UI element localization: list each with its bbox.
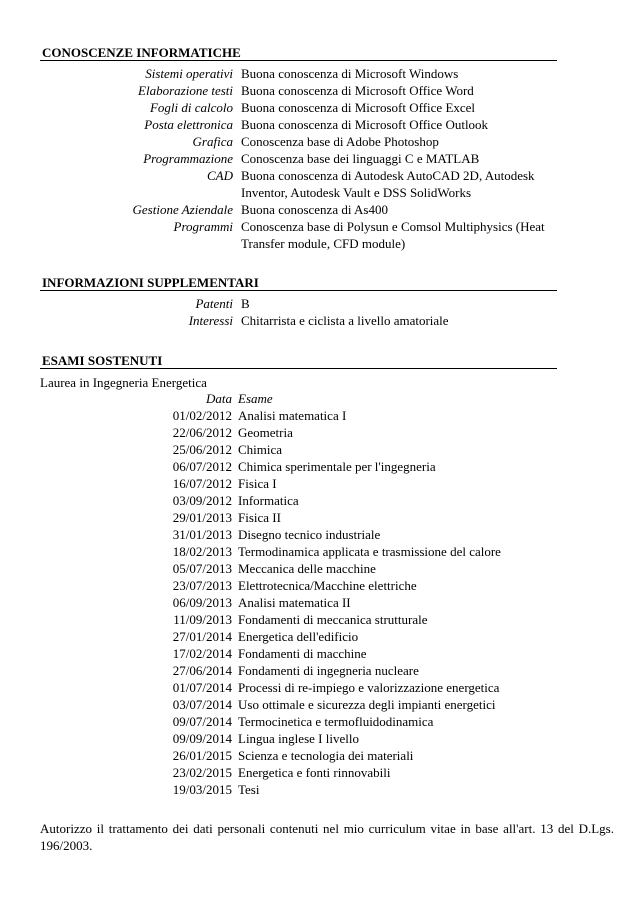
degree-name: Laurea in Ingegneria Energetica — [40, 375, 207, 390]
skill-row-graphics — [0, 133, 638, 150]
exam-date: 27/06/2014 — [172, 663, 232, 678]
exam-row — [0, 475, 638, 492]
exam-name: Fisica II — [238, 510, 281, 525]
skill-value: Conoscenza base di Polysun e Comsol Multiphysics (Heat Transfer module, CFD module) — [241, 219, 545, 251]
exam-row — [0, 577, 638, 594]
skill-value: Buona conoscenza di Microsoft Office Outlook — [241, 117, 489, 132]
exam-name: Analisi matematica I — [238, 408, 347, 423]
header-exam: Esame — [238, 391, 273, 406]
extra-value: B — [241, 296, 250, 311]
exam-row — [0, 424, 638, 441]
skill-label: Posta elettronica — [144, 117, 233, 132]
exam-row — [0, 509, 638, 526]
extra-row-interests — [0, 312, 638, 329]
exam-name: Informatica — [238, 493, 299, 508]
skill-label: Sistemi operativi — [145, 66, 233, 81]
exams-table-header — [0, 390, 638, 407]
exam-date: 27/01/2014 — [172, 629, 232, 644]
section-title-it-skills: CONOSCENZE INFORMATICHE — [40, 45, 557, 61]
exam-date: 16/07/2012 — [172, 476, 232, 491]
exams-table — [0, 390, 638, 798]
extra-label: Patenti — [195, 296, 233, 311]
exam-name: Fondamenti di macchine — [238, 646, 367, 661]
skill-label: Elaborazione testi — [138, 83, 233, 98]
exam-date: 23/07/2013 — [172, 578, 232, 593]
exam-date: 22/06/2012 — [172, 425, 232, 440]
exam-date: 03/07/2014 — [172, 697, 232, 712]
exam-row — [0, 407, 638, 424]
skill-value: Buona conoscenza di Microsoft Office Excel — [241, 100, 476, 115]
exam-name: Elettrotecnica/Macchine elettriche — [238, 578, 417, 593]
exam-row — [0, 662, 638, 679]
exam-date: 09/07/2014 — [172, 714, 232, 729]
skill-value: Buona conoscenza di Autodesk AutoCAD 2D, Autodesk Inventor, Autodesk Vault e DSS SolidWorks — [241, 168, 535, 200]
skill-row-outlook — [0, 116, 638, 133]
exam-name: Fondamenti di ingegneria nucleare — [238, 663, 419, 678]
exam-row — [0, 764, 638, 781]
exam-name: Geometria — [238, 425, 293, 440]
exam-date: 29/01/2013 — [172, 510, 232, 525]
exam-date: 09/09/2014 — [172, 731, 232, 746]
exam-name: Lingua inglese I livello — [238, 731, 359, 746]
exam-date: 31/01/2013 — [172, 527, 232, 542]
skill-label: CAD — [207, 168, 233, 183]
exam-name: Chimica sperimentale per l'ingegneria — [238, 459, 436, 474]
skill-value: Conoscenza base di Adobe Photoshop — [241, 134, 439, 149]
exam-date: 11/09/2013 — [173, 612, 232, 627]
exam-name: Processi di re-impiego e valorizzazione energetica — [238, 680, 500, 695]
extra-row-license — [0, 295, 638, 312]
exam-row — [0, 696, 638, 713]
exam-row — [0, 441, 638, 458]
exam-date: 05/07/2013 — [172, 561, 232, 576]
exam-date: 06/07/2012 — [172, 459, 232, 474]
exam-name: Uso ottimale e sicurezza degli impianti energetici — [238, 697, 496, 712]
skill-row-os — [0, 65, 638, 82]
exam-row — [0, 458, 638, 475]
exam-row — [0, 492, 638, 509]
header-date: Data — [206, 391, 232, 406]
exam-row — [0, 713, 638, 730]
exam-rows — [0, 407, 638, 798]
exam-name: Tesi — [238, 782, 260, 797]
exam-row — [0, 781, 638, 798]
exam-date: 25/06/2012 — [172, 442, 232, 457]
exam-date: 23/02/2015 — [172, 765, 232, 780]
exam-name: Fisica I — [238, 476, 277, 491]
skill-value: Buona conoscenza di Microsoft Office Word — [241, 83, 474, 98]
exam-name: Meccanica delle macchine — [238, 561, 376, 576]
exam-date: 18/02/2013 — [172, 544, 232, 559]
exam-name: Fondamenti di meccanica strutturale — [238, 612, 428, 627]
exam-name: Scienza e tecnologia dei materiali — [238, 748, 414, 763]
skill-label: Programmi — [173, 219, 233, 234]
skill-label: Programmazione — [143, 151, 233, 166]
exam-row — [0, 526, 638, 543]
exam-row — [0, 611, 638, 628]
extra-label: Interessi — [188, 313, 233, 328]
skill-row-programming — [0, 150, 638, 167]
privacy-consent-text: Autorizzo il trattamento dei dati personali contenuti nel mio curriculum vitae in base all'art. 13 del D.Lgs. 196/2003. — [40, 821, 614, 853]
exam-row — [0, 560, 638, 577]
skill-label: Gestione Aziendale — [132, 202, 233, 217]
exam-name: Energetica e fonti rinnovabili — [238, 765, 391, 780]
exam-row — [0, 730, 638, 747]
skill-row-programs — [0, 218, 638, 252]
exam-name: Termodinamica applicata e trasmissione del calore — [238, 544, 501, 559]
exam-name: Energetica dell'edificio — [238, 629, 359, 644]
exam-date: 01/07/2014 — [172, 680, 232, 695]
skill-value: Buona conoscenza di Microsoft Windows — [241, 66, 459, 81]
extra-value: Chitarrista e ciclista a livello amatoriale — [241, 313, 449, 328]
exam-row — [0, 628, 638, 645]
exam-date: 03/09/2012 — [172, 493, 232, 508]
exam-row — [0, 543, 638, 560]
exam-date: 17/02/2014 — [172, 646, 232, 661]
skill-value: Buona conoscenza di As400 — [241, 202, 388, 217]
exam-date: 01/02/2012 — [172, 408, 232, 423]
exam-name: Analisi matematica II — [238, 595, 351, 610]
extra-info-list — [0, 295, 638, 329]
exam-date: 26/01/2015 — [172, 748, 232, 763]
exam-row — [0, 747, 638, 764]
section-title-exams: ESAMI SOSTENUTI — [40, 353, 557, 369]
skill-row-word — [0, 82, 638, 99]
exam-row — [0, 645, 638, 662]
exam-name: Chimica — [238, 442, 283, 457]
skill-value: Conoscenza base dei linguaggi C e MATLAB — [241, 151, 480, 166]
exam-date: 19/03/2015 — [172, 782, 232, 797]
exam-date: 06/09/2013 — [172, 595, 232, 610]
skill-label: Grafica — [192, 134, 233, 149]
section-title-extra-info: INFORMAZIONI SUPPLEMENTARI — [40, 275, 557, 291]
skill-row-management — [0, 201, 638, 218]
exam-row — [0, 679, 638, 696]
exam-name: Termocinetica e termofluidodinamica — [238, 714, 434, 729]
skill-row-excel — [0, 99, 638, 116]
exam-row — [0, 594, 638, 611]
skill-label: Fogli di calcolo — [149, 100, 233, 115]
exam-name: Disegno tecnico industriale — [238, 527, 381, 542]
skill-row-cad — [0, 167, 638, 201]
it-skills-list — [0, 65, 638, 252]
